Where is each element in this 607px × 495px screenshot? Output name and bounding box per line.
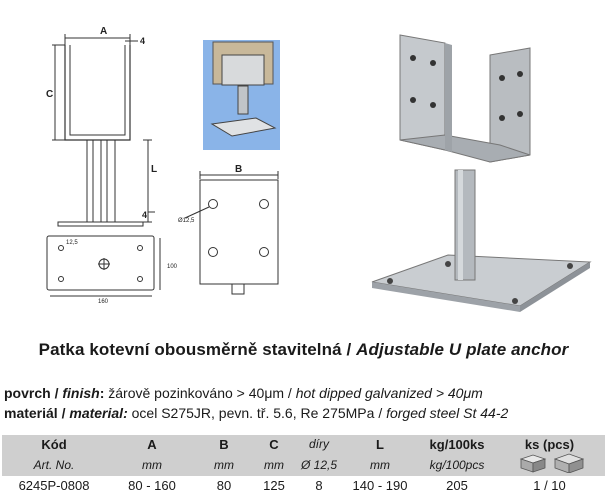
side-plate-drawing bbox=[185, 171, 278, 294]
dim-a-label: A bbox=[100, 26, 108, 37]
col-header-b: B bbox=[198, 435, 250, 453]
col-sub-a-unit: mm bbox=[106, 453, 198, 476]
cell-b: 80 bbox=[216, 478, 232, 493]
dim-c-label: C bbox=[46, 89, 54, 100]
dim-4-bottom-label: 4 bbox=[142, 210, 148, 220]
cell-a: 80 - 160 bbox=[128, 478, 176, 493]
cell-pcs: 1 / 10 bbox=[533, 478, 566, 493]
spec-material bbox=[4, 405, 508, 421]
col-header-code: Kód bbox=[2, 435, 106, 453]
spec-finish-label-cz: povrch bbox=[4, 385, 51, 401]
table-header-row bbox=[2, 435, 605, 453]
title-cz: Patka kotevní obousměrně stavitelná bbox=[38, 340, 342, 359]
dim-b-label: B bbox=[235, 164, 243, 175]
col-header-holes: díry bbox=[298, 435, 340, 453]
dim-160-label: 160 bbox=[98, 299, 109, 305]
col-sub-b-unit: mm bbox=[198, 453, 250, 476]
title-en: Adjustable U plate anchor bbox=[356, 340, 569, 359]
col-sub-l-unit: mm bbox=[340, 453, 420, 476]
cell-l: 140 - 190 bbox=[352, 478, 408, 493]
cell-c: 125 bbox=[263, 478, 285, 493]
cell-code: 6245P-0808 bbox=[18, 478, 90, 493]
box-icons bbox=[515, 453, 585, 473]
spec-material-sep: / bbox=[57, 405, 70, 421]
dim-l-label: L bbox=[151, 164, 158, 175]
table-subheader-row bbox=[2, 453, 605, 476]
spec-material-value-cz: ocel S275JR, pevn. tř. 5.6, Re 275MPa / bbox=[131, 405, 387, 421]
col-sub-hole-dia: Ø 12,5 bbox=[298, 453, 340, 476]
base-plate-top-view bbox=[47, 236, 160, 296]
spec-finish-sep: / bbox=[50, 385, 63, 401]
col-sub-c-unit: mm bbox=[250, 453, 298, 476]
package-icons bbox=[494, 453, 605, 476]
col-sub-art-no: Art. No. bbox=[2, 453, 106, 476]
spec-material-label-cz: materiál bbox=[4, 405, 58, 421]
col-header-pcs: ks (pcs) bbox=[494, 435, 605, 453]
dim-12-5-label: 12,5 bbox=[66, 240, 78, 246]
small-box-icon bbox=[521, 455, 545, 472]
front-view-drawing bbox=[52, 34, 158, 226]
spec-finish-label-en: finish bbox=[62, 385, 100, 401]
product-table bbox=[2, 435, 605, 495]
dim-100-label: 100 bbox=[167, 264, 178, 270]
large-box-icon bbox=[555, 454, 583, 473]
product-3d-image bbox=[372, 35, 590, 312]
spec-finish bbox=[4, 385, 483, 401]
cell-weight: 205 bbox=[446, 478, 468, 493]
dim-4-top-label: 4 bbox=[140, 36, 146, 46]
spec-finish-value-en: hot dipped galvanized > 40μm bbox=[295, 385, 483, 401]
installation-photo bbox=[203, 40, 280, 150]
hole-diameter-label: Ø12,5 bbox=[178, 218, 195, 224]
spec-material-value-en: forged steel St 44-2 bbox=[386, 405, 509, 421]
col-header-l: L bbox=[340, 435, 420, 453]
col-header-weight: kg/100ks bbox=[420, 435, 494, 453]
spec-material-label-en: material: bbox=[69, 405, 128, 421]
product-title bbox=[0, 340, 607, 360]
col-header-a: A bbox=[106, 435, 198, 453]
spec-finish-colon: : bbox=[99, 385, 109, 401]
title-separator: / bbox=[341, 340, 357, 359]
col-header-c: C bbox=[250, 435, 298, 453]
col-sub-weight-unit: kg/100pcs bbox=[420, 453, 494, 476]
spec-finish-value-cz: žárově pozinkováno > 40μm / bbox=[108, 385, 296, 401]
table-row bbox=[2, 476, 605, 495]
cell-holes: 8 bbox=[315, 478, 323, 493]
